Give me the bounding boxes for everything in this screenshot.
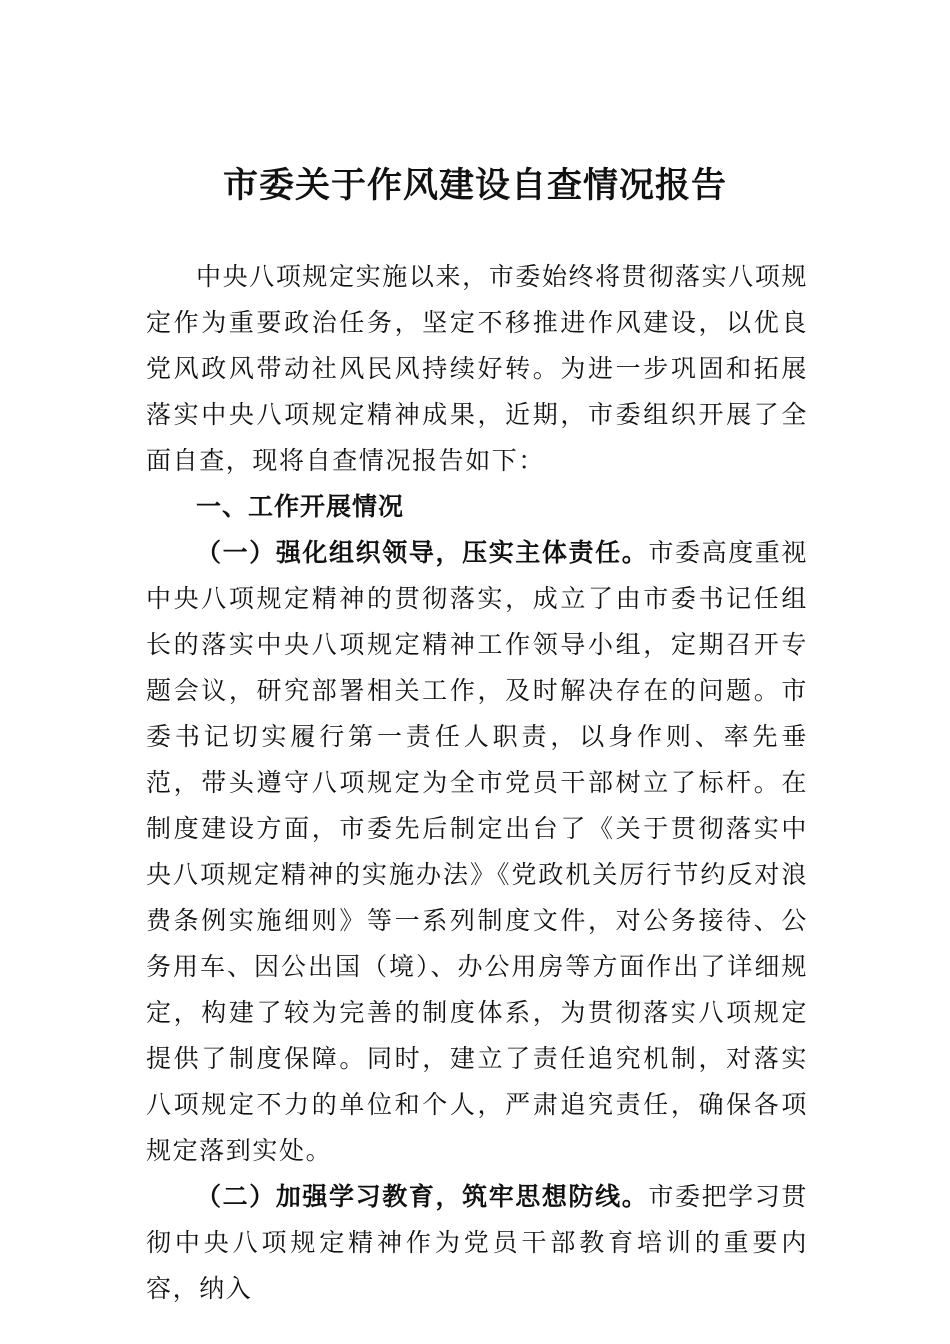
subsection-2-body: 市委把学习贯彻中央八项规定精神作为党员干部教育培训的重要内容，纳入	[146, 1182, 809, 1303]
subsection-2-paragraph	[146, 1174, 808, 1312]
document-body	[146, 254, 808, 1312]
subsection-1-paragraph	[146, 530, 808, 1174]
intro-paragraph: 中央八项规定实施以来，市委始终将贯彻落实八项规定作为重要政治任务，坚定不移推进作风建设，以优良党风政风带动社风民风持续好转。为进一步巩固和拓展落实中央八项规定精神成果，近期，市委组织开展了全面自查，现将自查情况报告如下：	[146, 262, 808, 475]
document-title: 市委关于作风建设自查情况报告	[222, 165, 727, 206]
subsection-1-heading: （一）强化组织领导，压实主体责任。	[196, 538, 649, 567]
subsection-1-body: 市委高度重视中央八项规定精神的贯彻落实，成立了由市委书记任组长的落实中央八项规定精神工作领导小组，定期召开专题会议，研究部署相关工作，及时解决存在的问题。市委书记切实履行第一责任人职责，以身作则、率先垂范，带头遵守八项规定为全市党员干部树立了标杆。在制度建设方面，市委先后制定出台了《关于贯彻落实中央八项规定精神的实施办法》《党政机关厉行节约反对浪费条例实施细则》等一系列制度文件，对公务接待、公务用车、因公出国（境）、办公用房等方面作出了详细规定，构建了较为完善的制度体系，为贯彻落实八项规定提供了制度保障。同时，建立了责任追究机制，对落实八项规定不力的单位和个人，严肃追究责任，确保各项规定落到实处。	[146, 538, 809, 1165]
subsection-2-heading: （二）加强学习教育，筑牢思想防线。	[196, 1182, 649, 1211]
section-heading-work-progress: 一、工作开展情况	[196, 492, 405, 521]
